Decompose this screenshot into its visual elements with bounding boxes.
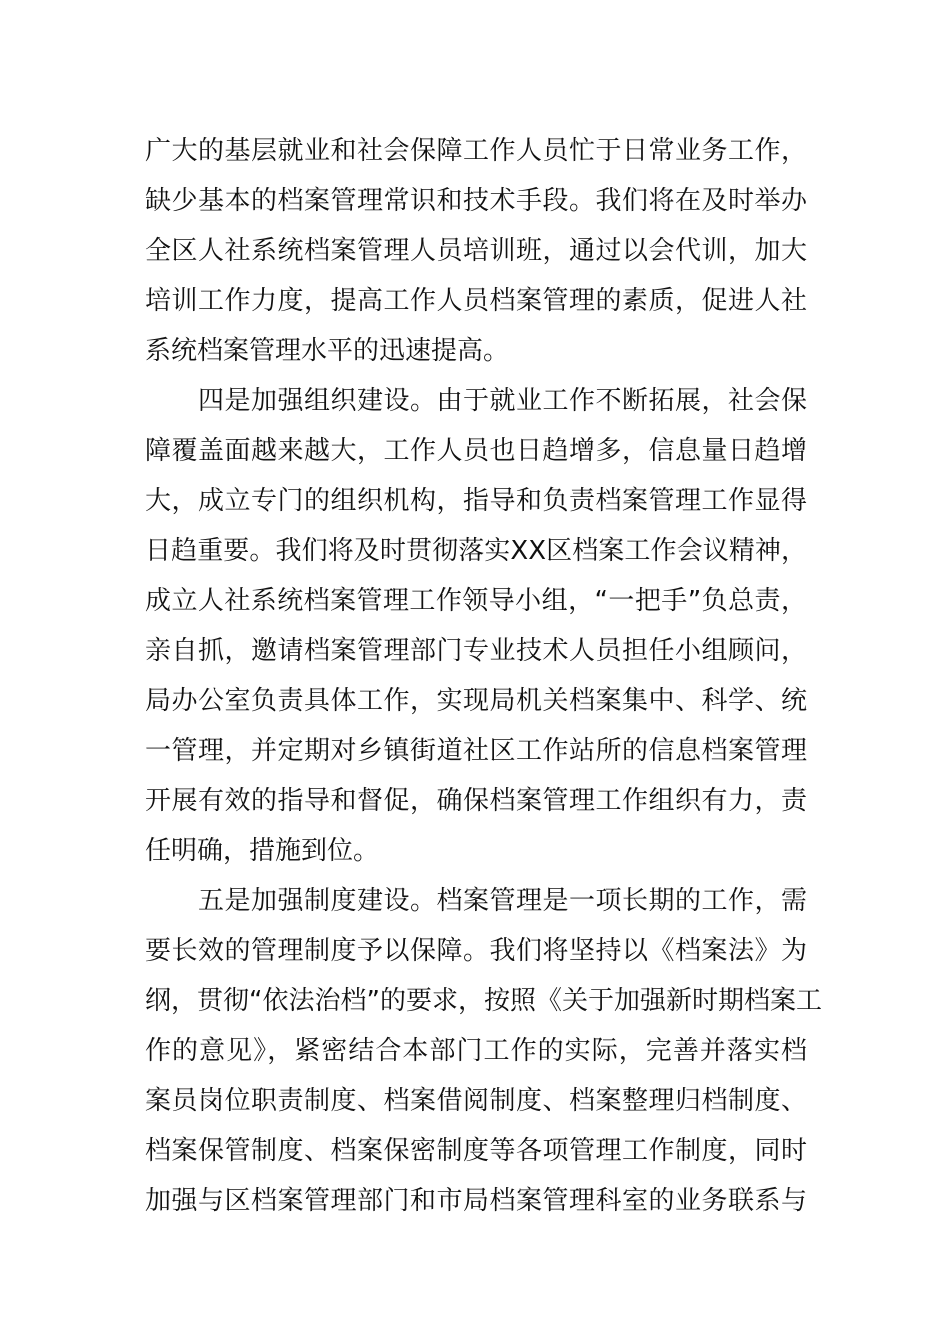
text-line: 加强与区档案管理部门和市局档案管理科室的业务联系与 <box>145 1186 807 1216</box>
text-line: 任明确，措施到位。 <box>145 836 380 866</box>
text-line: 广大的基层就业和社会保障工作人员忙于日常业务工作， <box>145 136 807 166</box>
text-line: 培训工作力度，提高工作人员档案管理的素质，促进人社 <box>145 286 807 316</box>
text-line: 日趋重要。我们将及时贯彻落实XX区档案工作会议精神， <box>145 536 807 566</box>
text-line: 开展有效的指导和督促，确保档案管理工作组织有力，责 <box>145 786 807 816</box>
text-line: 纲，贯彻“依法治档”的要求，按照《关于加强新时期档案工 <box>145 986 822 1016</box>
text-line: 成立人社系统档案管理工作领导小组，“一把手”负总责， <box>145 586 807 616</box>
text-line: 大，成立专门的组织机构，指导和负责档案管理工作显得 <box>145 486 807 516</box>
text-line: 作的意见》，紧密结合本部门工作的实际，完善并落实档 <box>145 1036 807 1066</box>
text-line: 档案保管制度、档案保密制度等各项管理工作制度，同时 <box>145 1136 807 1166</box>
text-line: 缺少基本的档案管理常识和技术手段。我们将在及时举办 <box>145 186 807 216</box>
body-text <box>145 126 822 1226</box>
text-line: 要长效的管理制度予以保障。我们将坚持以《档案法》为 <box>145 936 807 966</box>
text-line: 全区人社系统档案管理人员培训班，通过以会代训，加大 <box>145 236 807 266</box>
text-line: 四是加强组织建设。由于就业工作不断拓展，社会保 <box>145 386 807 416</box>
text-line: 障覆盖面越来越大，工作人员也日趋增多，信息量日趋增 <box>145 436 807 466</box>
text-line: 亲自抓，邀请档案管理部门专业技术人员担任小组顾问， <box>145 636 807 666</box>
text-line: 案员岗位职责制度、档案借阅制度、档案整理归档制度、 <box>145 1086 807 1116</box>
text-line: 五是加强制度建设。档案管理是一项长期的工作，需 <box>145 886 807 916</box>
text-line: 局办公室负责具体工作，实现局机关档案集中、科学、统 <box>145 686 807 716</box>
text-line: 系统档案管理水平的迅速提高。 <box>145 336 510 366</box>
text-line: 一管理，并定期对乡镇街道社区工作站所的信息档案管理 <box>145 736 807 766</box>
